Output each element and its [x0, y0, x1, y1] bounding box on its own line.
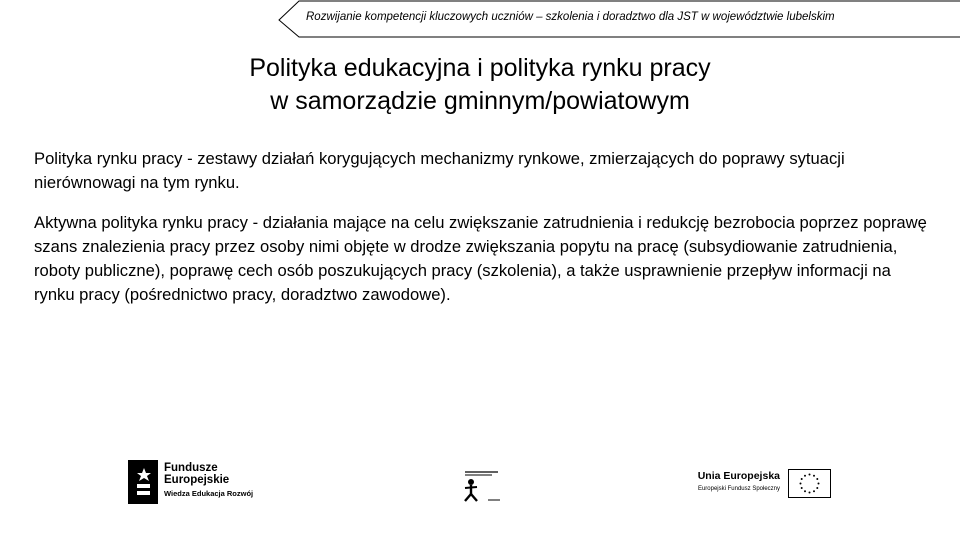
fundusze-europejskie-text: [164, 462, 253, 500]
ue-logo-line1: Unia Europejska: [697, 470, 780, 482]
footer-logos: [0, 455, 960, 515]
definition-text: - działania mające na celu zwiększanie zatrudnienia i redukcję bezrobocia poprzez poprawę szans znalezienia pracy przez osoby nimi objęte w drodze zwiększania popytu na pracę (subsydiowanie zatrudnienia, roboty publiczne), poprawę cech osób poszukujących pracy (szkolenia), a także usprawnienie przepływ informacji na rynku pracy (pośrednictwo pracy, doradztwo zawodowe).: [34, 213, 927, 304]
page-title-line2: w samorządzie gminnym/powiatowym: [270, 87, 690, 115]
institution-logo-icon: [462, 463, 506, 505]
header-banner: [278, 0, 960, 38]
definition-paragraph: [34, 147, 934, 195]
unia-europejska-logo: [688, 467, 833, 499]
eu-flag-icon: [788, 469, 831, 498]
fe-logo-line2: Europejskie: [164, 474, 230, 486]
institution-logo: [462, 463, 506, 505]
page-title-line1: Polityka edukacyjna i polityka rynku pracy: [249, 54, 711, 82]
unia-europejska-text: [688, 470, 780, 494]
header-text: Rozwijanie kompetencji kluczowych uczniów – szkolenia i doradztwo dla JST w województwie lubelskim: [306, 11, 835, 23]
fe-logo-line3: Wiedza Edukacja Rozwój: [164, 489, 254, 498]
fundusze-europejskie-logo-icon: [128, 460, 158, 504]
content-body: [34, 147, 934, 323]
fundusze-europejskie-logo: [128, 460, 278, 508]
page-title: [0, 52, 960, 118]
fe-logo-line1: Fundusze: [164, 462, 218, 474]
definition-text: - zestawy działań korygujących mechanizmy rynkowe, zmierzających do poprawy sytuacji nierównowagi na tym rynku.: [34, 149, 845, 192]
definition-paragraph: [34, 211, 934, 307]
definition-term: Polityka rynku pracy: [34, 149, 183, 168]
definition-term: Aktywna polityka rynku pracy: [34, 213, 248, 232]
ue-logo-line2: Europejski Fundusz Społeczny: [697, 486, 780, 492]
